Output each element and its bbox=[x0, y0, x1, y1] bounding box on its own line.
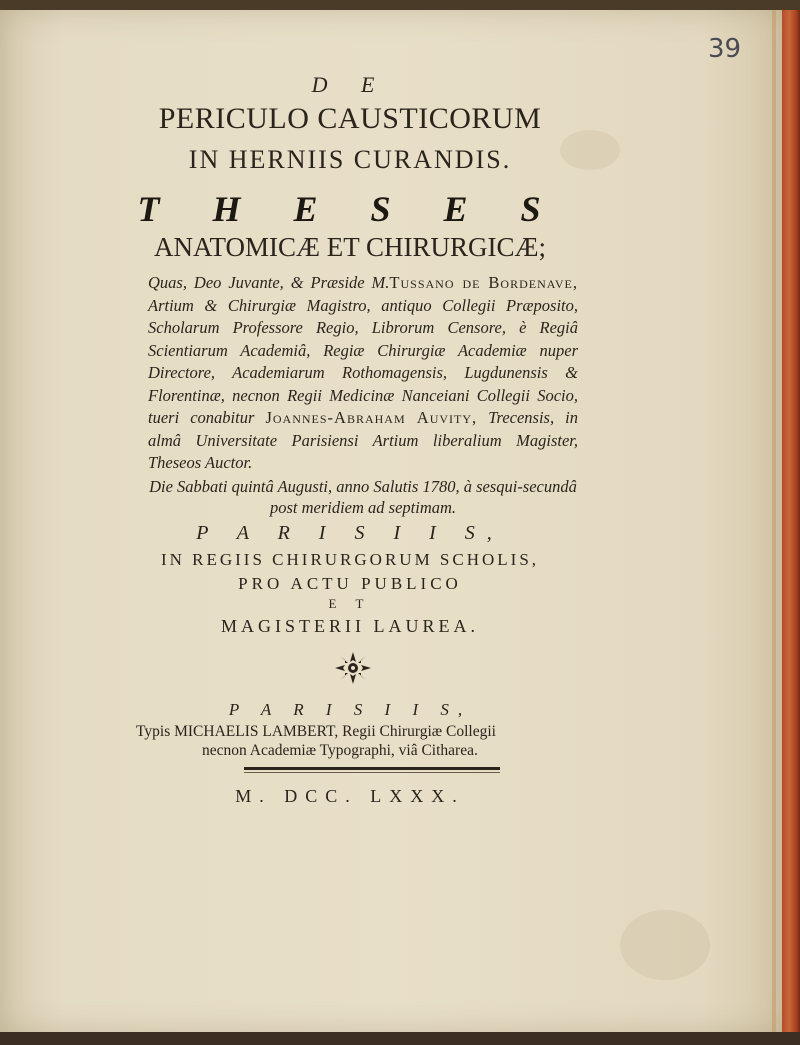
top-edge bbox=[0, 0, 800, 10]
author-name: Joannes-Abraham Auvity, bbox=[265, 408, 478, 427]
thesis-body bbox=[148, 272, 578, 475]
imprint-place: P A R I S I I S, bbox=[228, 700, 472, 719]
body-lead: Quas, Deo Juvante, & bbox=[148, 273, 311, 292]
theses-heading: T H E S E S bbox=[137, 189, 563, 229]
printer-ornament-icon bbox=[333, 650, 373, 686]
place-line-3: E T bbox=[328, 596, 372, 611]
place-line-4: MAGISTERII LAUREA. bbox=[221, 616, 479, 636]
bottom-edge bbox=[0, 1032, 800, 1045]
place-line-2: PRO ACTU PUBLICO bbox=[238, 574, 462, 593]
imprint-printer bbox=[136, 722, 606, 760]
body-text: Artium & Chirurgiæ Magistro, antiquo Collegii Præposito, Scholarum Professore Regio, Librorum Censore, è Regiâ Scientiarum Academiâ, Regiæ Chirurgiæ Academiæ nuper Directore, Academiarum Rothomagensis, Lugdunensis & Florentinæ, necnon Regii Medicinæ Nanceiani Collegii Socio, tueri conabitur bbox=[148, 295, 578, 427]
title-de: D E bbox=[311, 72, 389, 97]
red-page-edge bbox=[782, 10, 800, 1032]
title-line-2: IN HERNIIS CURANDIS. bbox=[188, 145, 512, 174]
paper-stain bbox=[620, 910, 710, 980]
page-edge-shadow bbox=[772, 10, 776, 1032]
page-number: 39 bbox=[708, 34, 742, 64]
imprint-line-1: Typis MICHAELIS LAMBERT, Regii Chirurgiæ Collegii bbox=[136, 723, 496, 740]
date-line-2: post meridiem ad septimam. bbox=[269, 498, 457, 517]
title-line-1: PERICULO CAUSTICORUM bbox=[158, 102, 542, 135]
praeses-name: Tussano de Bordenave, bbox=[389, 273, 578, 292]
document-page bbox=[0, 10, 782, 1032]
defense-date bbox=[148, 476, 578, 518]
imprint-line-2: necnon Academiæ Typographi, viâ Citharea. bbox=[202, 742, 478, 759]
place-line-1: IN REGIIS CHIRURGORUM SCHOLIS, bbox=[160, 550, 540, 569]
ornamental-rule bbox=[244, 767, 500, 770]
body-praeside: Præside M. bbox=[310, 273, 390, 292]
date-line-1: Die Sabbati quintâ Augusti, anno Salutis 1780, à sesqui-secundâ bbox=[149, 477, 577, 496]
subtitle: ANATOMICÆ ET CHIRURGICÆ; bbox=[153, 232, 547, 262]
body-after: Trecensis, in almâ Universitate Parisiensi Artium liberalium Magister, Theseos Auctor. bbox=[148, 408, 578, 472]
imprint-year: M. DCC. LXXX. bbox=[235, 786, 465, 806]
place-heading: P A R I S I I S, bbox=[196, 522, 504, 544]
ornamental-rule-thin bbox=[244, 772, 500, 773]
